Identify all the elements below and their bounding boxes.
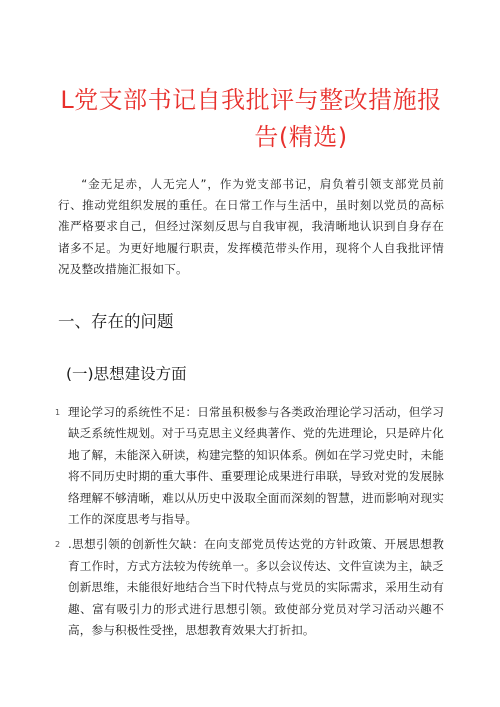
list-item [55, 534, 444, 641]
item-number: 1 [55, 408, 61, 418]
document-title [58, 0, 444, 156]
intro-paragraph: “金无足赤，人无完人”，作为党支部书记，肩负着引领支部党员前行、推动党组织发展的重任。在日常工作与生活中，虽时刻以党员的高标准严格要求自己，但经过深刻反思与自我审视，我清晰地认识到自身存在诸多不足。为更好地履行职责，发挥模范带头作用，现将个人自我批评情况及整改措施汇报如下。 [58, 177, 444, 276]
subsection-heading-ideology: (一)思想建设方面 [66, 365, 187, 384]
list-item [55, 402, 444, 530]
item-text: 理论学习的系统性不足：日常虽积极参与各类政治理论学习活动，但学习缺乏系统性规划。对于马克思主义经典著作、党的先进理论，只是碎片化地了解，未能深入研读，构建完整的知识体系。例如在学习党史时，未能将不同历史时期的重大事件、重要理论成果进行串联，导致对党的发展脉络理解不够清晰，难以从历史中汲取全面而深刻的智慧，进而影响对现实工作的深度思考与指导。 [68, 405, 444, 527]
section-heading-problems: 一、存在的问题 [58, 312, 174, 332]
title-line-1: L党支部书记自我批评与整改措施报 [60, 86, 442, 114]
item-number: 2 [55, 540, 61, 550]
title-line-2: 告(精选) [254, 123, 348, 151]
item-text: .思想引领的创新性欠缺：在向支部党员传达党的方针政策、开展思想教育工作时，方式方法较为传统单一。多以会议传达、文件宣读为主，缺乏创新思维，未能很好地结合当下时代特点与党员的实际需求，采用生动有趣、富有吸引力的形式进行思想引领。致使部分党员对学习活动兴趣不高，参与积极性受挫，思想教育效果大打折扣。 [68, 537, 444, 638]
